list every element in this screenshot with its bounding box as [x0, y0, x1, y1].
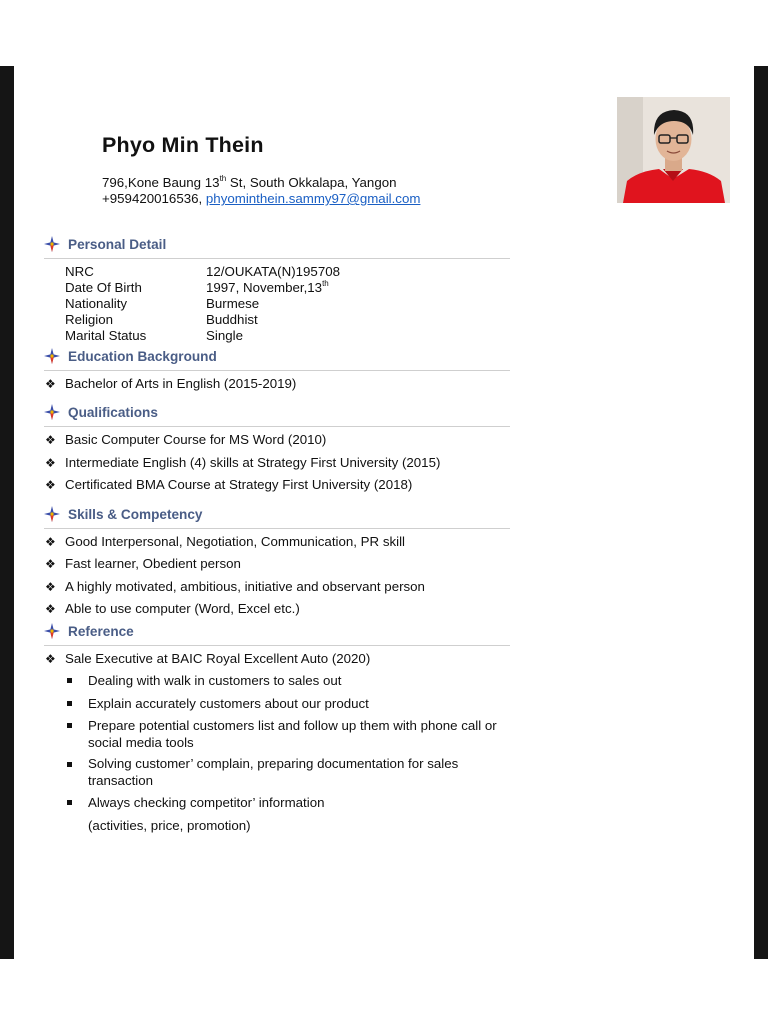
square-bullet-icon [67, 678, 72, 683]
contact-block [102, 175, 420, 207]
right-page-edge [754, 66, 768, 959]
four-point-star-icon [44, 404, 60, 420]
four-point-star-icon [44, 623, 60, 639]
detail-value: 1997, November,13th [206, 278, 329, 295]
square-bullet-icon [67, 723, 72, 728]
section-qualifications [44, 402, 510, 427]
diamond-bullet-icon: ❖ [45, 652, 56, 666]
section-skills [44, 504, 510, 529]
diamond-bullet-icon: ❖ [45, 377, 56, 391]
square-bullet-icon [67, 701, 72, 706]
section-education [44, 346, 510, 371]
section-reference [44, 621, 510, 646]
section-title: Personal Detail [68, 237, 167, 252]
duty-item: Solving customer’ complain, preparing documentation for sales transaction [88, 756, 459, 788]
list-item: Bachelor of Arts in English (2015-2019) [65, 376, 297, 391]
diamond-bullet-icon: ❖ [45, 478, 56, 492]
diamond-bullet-icon: ❖ [45, 557, 56, 571]
section-title: Reference [68, 624, 134, 639]
diamond-bullet-icon: ❖ [45, 580, 56, 594]
diamond-bullet-icon: ❖ [45, 535, 56, 549]
address-line: 796,Kone Baung 13th St, South Okkalapa, Yangon [102, 173, 397, 190]
section-title: Education Background [68, 349, 217, 364]
four-point-star-icon [44, 236, 60, 252]
duty-item: Always checking competitor’ information [88, 795, 325, 810]
square-bullet-icon [67, 762, 72, 767]
detail-value: Single [206, 328, 243, 343]
duty-item: Dealing with walk in customers to sales out [88, 673, 342, 688]
diamond-bullet-icon: ❖ [45, 433, 56, 447]
phone-number: +959420016536, [102, 191, 206, 206]
four-point-star-icon [44, 348, 60, 364]
section-title: Qualifications [68, 405, 158, 420]
detail-value: Burmese [206, 296, 260, 311]
duty-item: Explain accurately customers about our product [88, 696, 369, 711]
list-item: Able to use computer (Word, Excel etc.) [65, 601, 300, 616]
detail-label: Marital Status [65, 328, 147, 343]
square-bullet-icon [67, 800, 72, 805]
diamond-bullet-icon: ❖ [45, 602, 56, 616]
list-item: Fast learner, Obedient person [65, 556, 241, 571]
candidate-name: Phyo Min Thein [102, 133, 264, 157]
detail-value: Buddhist [206, 312, 258, 327]
list-item: Intermediate English (4) skills at Strategy First University (2015) [65, 455, 441, 470]
diamond-bullet-icon: ❖ [45, 456, 56, 470]
duty-item: Prepare potential customers list and follow up them with phone call or social media tools [88, 718, 497, 750]
detail-label: Date Of Birth [65, 280, 142, 295]
profile-photo [617, 97, 730, 203]
list-item: Certificated BMA Course at Strategy First University (2018) [65, 477, 413, 492]
section-personal-detail [44, 234, 510, 259]
list-item: Sale Executive at BAIC Royal Excellent Auto (2020) [65, 651, 371, 666]
list-item: Good Interpersonal, Negotiation, Communication, PR skill [65, 534, 405, 549]
list-item: A highly motivated, ambitious, initiative and observant person [65, 579, 425, 594]
detail-value: 12/OUKATA(N)195708 [206, 264, 341, 279]
email-link[interactable]: phyominthein.sammy97@gmail.com [205, 191, 421, 206]
duty-note: (activities, price, promotion) [88, 818, 251, 833]
detail-label: NRC [65, 264, 94, 279]
phone-email-line [102, 191, 420, 207]
detail-label: Nationality [65, 296, 128, 311]
detail-label: Religion [65, 312, 114, 327]
left-page-edge [0, 66, 14, 959]
section-title: Skills & Competency [68, 507, 203, 522]
four-point-star-icon [44, 506, 60, 522]
list-item: Basic Computer Course for MS Word (2010) [65, 432, 327, 447]
